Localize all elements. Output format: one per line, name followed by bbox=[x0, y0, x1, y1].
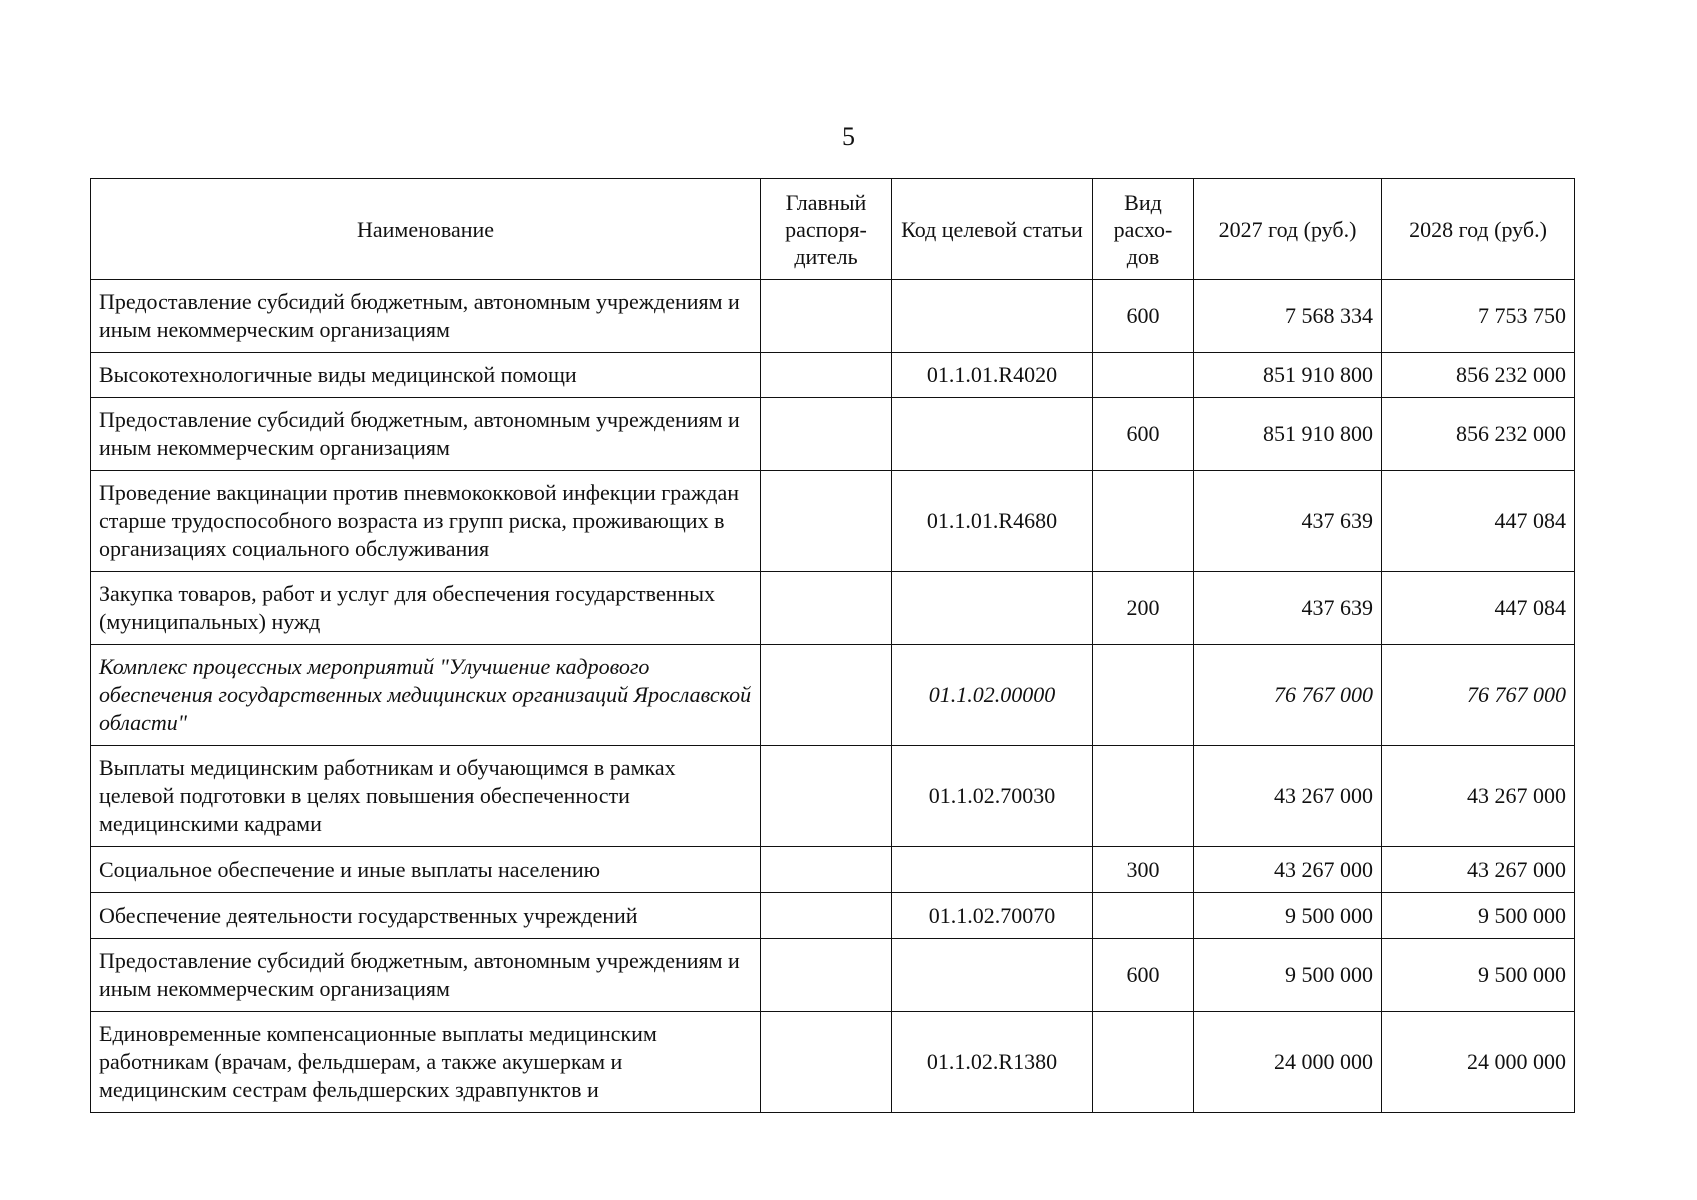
row-2028: 9 500 000 bbox=[1382, 893, 1575, 939]
row-code: 01.1.02.70030 bbox=[892, 746, 1093, 847]
row-code bbox=[892, 398, 1093, 471]
row-name: Предоставление субсидий бюджетным, автономным учреждениям и иным некоммерческим организациям bbox=[91, 280, 761, 353]
row-2027: 851 910 800 bbox=[1194, 353, 1382, 398]
row-name: Обеспечение деятельности государственных учреждений bbox=[91, 893, 761, 939]
budget-table bbox=[90, 178, 1575, 1113]
row-name: Единовременные компенсационные выплаты медицинским работникам (врачам, фельдшерам, а также акушеркам и медицинским сестрам фельдшерских здравпунктов и bbox=[91, 1012, 761, 1113]
row-2027: 9 500 000 bbox=[1194, 893, 1382, 939]
row-2027: 437 639 bbox=[1194, 572, 1382, 645]
row-kind bbox=[1093, 1012, 1194, 1113]
row-kind: 600 bbox=[1093, 280, 1194, 353]
row-name: Предоставление субсидий бюджетным, автономным учреждениям и иным некоммерческим организациям bbox=[91, 398, 761, 471]
table-row bbox=[91, 746, 1575, 847]
row-2028: 24 000 000 bbox=[1382, 1012, 1575, 1113]
row-manager bbox=[761, 893, 892, 939]
row-manager bbox=[761, 471, 892, 572]
row-kind bbox=[1093, 471, 1194, 572]
row-2028: 856 232 000 bbox=[1382, 353, 1575, 398]
row-2027: 76 767 000 bbox=[1194, 645, 1382, 746]
table-row bbox=[91, 1012, 1575, 1113]
row-2028: 9 500 000 bbox=[1382, 939, 1575, 1012]
table-header-row bbox=[91, 179, 1575, 280]
row-code: 01.1.02.R1380 bbox=[892, 1012, 1093, 1113]
row-manager bbox=[761, 746, 892, 847]
row-2027: 43 267 000 bbox=[1194, 746, 1382, 847]
row-name: Проведение вакцинации против пневмококковой инфекции граждан старше трудоспособного возраста из групп риска, проживающих в организациях социального обслуживания bbox=[91, 471, 761, 572]
row-name: Предоставление субсидий бюджетным, автономным учреждениям и иным некоммерческим организациям bbox=[91, 939, 761, 1012]
row-code bbox=[892, 847, 1093, 893]
row-2028: 43 267 000 bbox=[1382, 746, 1575, 847]
row-2028: 76 767 000 bbox=[1382, 645, 1575, 746]
row-manager bbox=[761, 572, 892, 645]
row-manager bbox=[761, 398, 892, 471]
table-row bbox=[91, 471, 1575, 572]
page-number: 5 bbox=[842, 122, 855, 151]
table-row bbox=[91, 353, 1575, 398]
row-manager bbox=[761, 280, 892, 353]
row-manager bbox=[761, 939, 892, 1012]
row-2027: 851 910 800 bbox=[1194, 398, 1382, 471]
row-2027: 7 568 334 bbox=[1194, 280, 1382, 353]
row-2027: 43 267 000 bbox=[1194, 847, 1382, 893]
header-2027: 2027 год (руб.) bbox=[1194, 179, 1382, 280]
row-kind: 200 bbox=[1093, 572, 1194, 645]
row-code bbox=[892, 572, 1093, 645]
row-code: 01.1.02.00000 bbox=[892, 645, 1093, 746]
row-2028: 447 084 bbox=[1382, 471, 1575, 572]
row-name: Социальное обеспечение и иные выплаты населению bbox=[91, 847, 761, 893]
row-name: Выплаты медицинским работникам и обучающимся в рамках целевой подготовки в целях повышения обеспеченности медицинскими кадрами bbox=[91, 746, 761, 847]
table-row bbox=[91, 572, 1575, 645]
row-manager bbox=[761, 847, 892, 893]
row-kind bbox=[1093, 353, 1194, 398]
table-row bbox=[91, 645, 1575, 746]
row-2028: 7 753 750 bbox=[1382, 280, 1575, 353]
row-code bbox=[892, 939, 1093, 1012]
table-row bbox=[91, 939, 1575, 1012]
table-row bbox=[91, 893, 1575, 939]
row-kind: 600 bbox=[1093, 939, 1194, 1012]
row-2027: 9 500 000 bbox=[1194, 939, 1382, 1012]
header-kind: Вид расхо-дов bbox=[1093, 179, 1194, 280]
header-code: Код целевой статьи bbox=[892, 179, 1093, 280]
row-name: Комплекс процессных мероприятий "Улучшение кадрового обеспечения государственных медицинских организаций Ярославской области" bbox=[91, 645, 761, 746]
row-2027: 24 000 000 bbox=[1194, 1012, 1382, 1113]
row-code: 01.1.01.R4020 bbox=[892, 353, 1093, 398]
row-kind: 600 bbox=[1093, 398, 1194, 471]
row-code: 01.1.02.70070 bbox=[892, 893, 1093, 939]
row-kind bbox=[1093, 746, 1194, 847]
row-2028: 43 267 000 bbox=[1382, 847, 1575, 893]
row-kind bbox=[1093, 893, 1194, 939]
row-kind: 300 bbox=[1093, 847, 1194, 893]
table-row bbox=[91, 398, 1575, 471]
header-2028: 2028 год (руб.) bbox=[1382, 179, 1575, 280]
table-row bbox=[91, 280, 1575, 353]
row-2028: 856 232 000 bbox=[1382, 398, 1575, 471]
row-code bbox=[892, 280, 1093, 353]
row-name: Закупка товаров, работ и услуг для обеспечения государственных (муниципальных) нужд bbox=[91, 572, 761, 645]
row-2027: 437 639 bbox=[1194, 471, 1382, 572]
row-manager bbox=[761, 645, 892, 746]
header-manager: Главный распоря-дитель bbox=[761, 179, 892, 280]
row-2028: 447 084 bbox=[1382, 572, 1575, 645]
row-kind bbox=[1093, 645, 1194, 746]
row-code: 01.1.01.R4680 bbox=[892, 471, 1093, 572]
row-manager bbox=[761, 1012, 892, 1113]
table-row bbox=[91, 847, 1575, 893]
header-name: Наименование bbox=[91, 179, 761, 280]
row-name: Высокотехнологичные виды медицинской помощи bbox=[91, 353, 761, 398]
row-manager bbox=[761, 353, 892, 398]
